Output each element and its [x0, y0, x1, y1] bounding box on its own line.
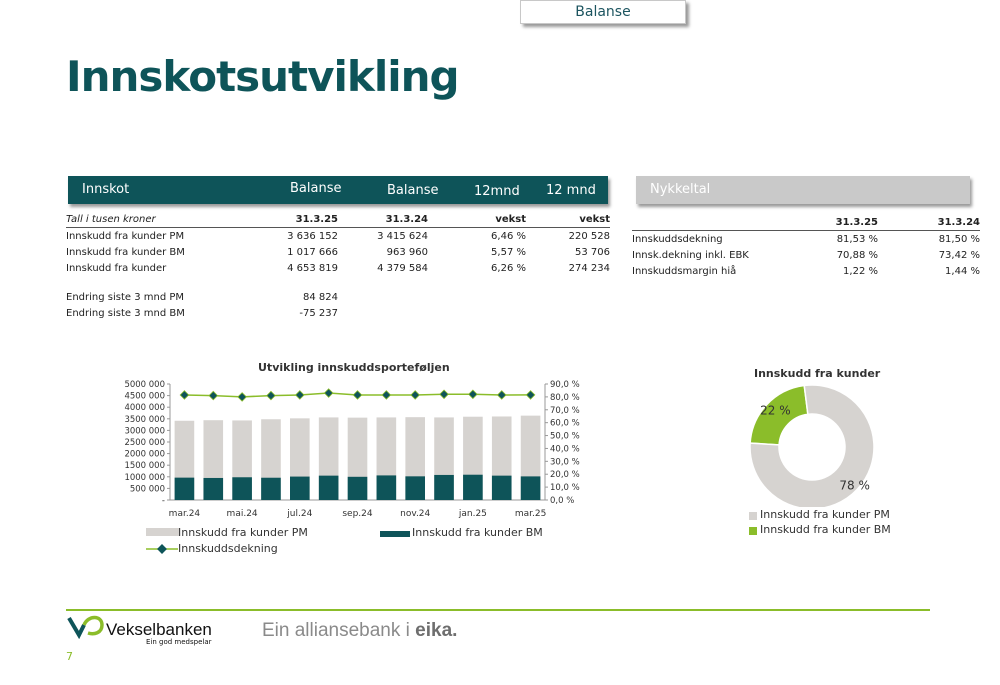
x-tick-label: mai.24: [226, 509, 258, 519]
table-row: [66, 244, 610, 260]
key-figures-header: [636, 176, 970, 204]
cell: 5,57 %: [491, 246, 526, 258]
deposit-table-header: [68, 176, 608, 204]
cell: 1,22 %: [843, 265, 878, 277]
bar-bm: [319, 476, 339, 500]
header-col-balanse-2: Balanse: [387, 183, 439, 198]
page-number: 7: [66, 650, 73, 663]
date-col-1: 31.3.25: [800, 214, 878, 231]
donut-label-pm: 78 %: [839, 478, 870, 493]
eika-logo-text: eika.: [415, 620, 458, 641]
table-row: [632, 231, 980, 248]
bar-bm: [261, 478, 281, 500]
x-tick-label: mar.24: [168, 509, 201, 519]
logo-name: Vekselbanken: [106, 620, 212, 639]
legend-label-pm: Innskudd fra kunder PM: [178, 526, 308, 539]
y2-tick-label: 40,0 %: [550, 444, 580, 455]
y-tick-label: 2000 000: [124, 449, 165, 460]
table-row: [632, 247, 980, 263]
page-title: Innskotsutvikling: [66, 52, 459, 101]
bar-bm: [521, 476, 541, 500]
date-col-2: 31.3.24: [878, 214, 980, 231]
cell: 81,50 %: [938, 233, 980, 245]
deposit-table: [66, 211, 610, 276]
section-tab: Balanse: [520, 0, 686, 24]
legend-swatch-bm: [380, 531, 410, 537]
cell: 220 528: [568, 230, 610, 242]
deposit-portfolio-chart: [100, 376, 590, 521]
row-label: Innsk.dekning inkl. EBK: [632, 249, 749, 261]
legend-label-line: Innskuddsdekning: [178, 542, 278, 555]
bar-bm: [405, 476, 425, 500]
cell: 4 379 584: [377, 262, 428, 274]
vekselbanken-logo-icon: [66, 613, 106, 639]
x-tick-label: jul.24: [287, 509, 313, 519]
cell: 70,88 %: [836, 249, 878, 261]
table-row: [66, 289, 338, 305]
footer-divider: [66, 609, 930, 611]
y-tick-label: 1000 000: [124, 472, 165, 483]
header-col-12-mnd: 12 mnd: [546, 183, 596, 198]
unit-label: Tall i tusen kroner: [66, 211, 266, 228]
growth-col-1: vekst: [428, 211, 526, 228]
y-tick-label: 3500 000: [124, 414, 165, 425]
y2-tick-label: 90,0 %: [550, 380, 580, 390]
bar-bm: [434, 475, 454, 500]
y2-tick-label: 60,0 %: [550, 418, 580, 429]
y-tick-label: 3000 000: [124, 426, 165, 437]
cell: 6,46 %: [491, 230, 526, 242]
cell: 963 960: [386, 246, 428, 258]
row-label: Innskudd fra kunder PM: [66, 230, 185, 242]
bar-bm: [203, 478, 223, 500]
row-label: Innskuddsmargin hiå: [632, 265, 737, 277]
table-row: [66, 228, 610, 245]
y-tick-label: 2500 000: [124, 438, 165, 448]
line-marker: [440, 390, 448, 398]
key-figures-subheader: [632, 214, 980, 231]
bar-bm: [377, 475, 397, 500]
bar-bm: [232, 477, 252, 500]
x-tick-label: jan.25: [458, 509, 487, 519]
donut-chart-title: Innskudd fra kunder: [754, 367, 881, 380]
row-label: Innskuddsdekning: [632, 233, 723, 245]
line-marker: [267, 391, 275, 399]
donut-legend-swatch-bm: [749, 527, 757, 535]
y-tick-label: 4500 000: [124, 391, 165, 402]
table-row: [632, 263, 980, 279]
line-marker: [296, 391, 304, 399]
date-col-1: 31.3.25: [266, 211, 338, 228]
cell: 274 234: [568, 262, 610, 274]
bar-bm: [290, 477, 310, 500]
line-marker: [353, 391, 361, 399]
bar-bm: [492, 476, 512, 500]
line-marker: [324, 389, 332, 397]
y2-tick-label: 70,0 %: [550, 405, 580, 416]
change-table: [66, 289, 338, 321]
header-col-innskot: Innskot: [82, 182, 130, 197]
y2-tick-label: 10,0 %: [550, 483, 580, 494]
line-marker: [209, 391, 217, 399]
cell: 3 636 152: [287, 230, 338, 242]
donut-legend-label-pm: Innskudd fra kunder PM: [760, 508, 890, 521]
legend-swatch-line: [146, 544, 178, 554]
line-marker: [238, 393, 246, 401]
line-marker: [411, 391, 419, 399]
cell: 1 017 666: [287, 246, 338, 258]
line-marker: [497, 391, 505, 399]
cell: 53 706: [575, 246, 610, 258]
y-tick-label: -: [161, 496, 165, 506]
bar-bm: [175, 478, 195, 500]
key-figures-title: Nykkeltal: [650, 182, 711, 197]
cell: -75 237: [299, 307, 338, 319]
x-tick-label: sep.24: [342, 509, 373, 519]
cell: 6,26 %: [491, 262, 526, 274]
y2-tick-label: 80,0 %: [550, 392, 580, 403]
y2-tick-label: 50,0 %: [550, 431, 580, 442]
date-col-2: 31.3.24: [338, 211, 428, 228]
y2-tick-label: 20,0 %: [550, 470, 580, 481]
row-label: Endring siste 3 mnd PM: [66, 291, 185, 303]
y-tick-label: 500 000: [129, 484, 165, 495]
bar-bm: [463, 475, 483, 500]
legend-swatch-pm: [146, 528, 180, 536]
header-col-balanse-1: Balanse: [290, 181, 342, 196]
line-marker: [180, 391, 188, 399]
header-col-12mnd: 12mnd: [474, 184, 520, 199]
row-label: Endring siste 3 mnd BM: [66, 307, 185, 319]
bar-chart-title: Utvikling innskuddsporteføljen: [258, 361, 450, 374]
y-tick-label: 5000 000: [124, 380, 165, 390]
line-marker: [526, 391, 534, 399]
deposit-split-donut: [740, 382, 885, 507]
cell: 81,53 %: [836, 233, 878, 245]
growth-col-2: vekst: [526, 211, 610, 228]
table-row: [66, 305, 338, 321]
y2-tick-label: 0,0 %: [550, 496, 575, 506]
donut-legend-label-bm: Innskudd fra kunder BM: [760, 523, 891, 536]
y-tick-label: 4000 000: [124, 403, 165, 414]
cell: 73,42 %: [938, 249, 980, 261]
donut-label-bm: 22 %: [760, 403, 791, 418]
cell: 1,44 %: [945, 265, 980, 277]
bar-bm: [348, 477, 368, 500]
x-tick-label: nov.24: [400, 509, 431, 519]
tagline-prefix: Ein alliansebank i: [262, 620, 410, 641]
y-tick-label: 1500 000: [124, 461, 165, 472]
line-marker: [382, 391, 390, 399]
row-label: Innskudd fra kunder BM: [66, 246, 185, 258]
cell: 3 415 624: [377, 230, 428, 242]
cell: 84 824: [303, 291, 338, 303]
cell: 4 653 819: [287, 262, 338, 274]
x-tick-label: mar.25: [514, 509, 547, 519]
alliance-tagline: [262, 620, 457, 642]
row-label: Innskudd fra kunder: [66, 262, 167, 274]
logo-subtitle: Ein god medspelar: [146, 638, 212, 646]
key-figures-table: [632, 214, 980, 279]
table-row: [66, 260, 610, 276]
legend-label-bm: Innskudd fra kunder BM: [412, 526, 543, 539]
donut-legend-swatch-pm: [749, 512, 757, 520]
table-subheader-row: [66, 211, 610, 228]
y2-tick-label: 30,0 %: [550, 457, 580, 468]
line-marker: [469, 390, 477, 398]
